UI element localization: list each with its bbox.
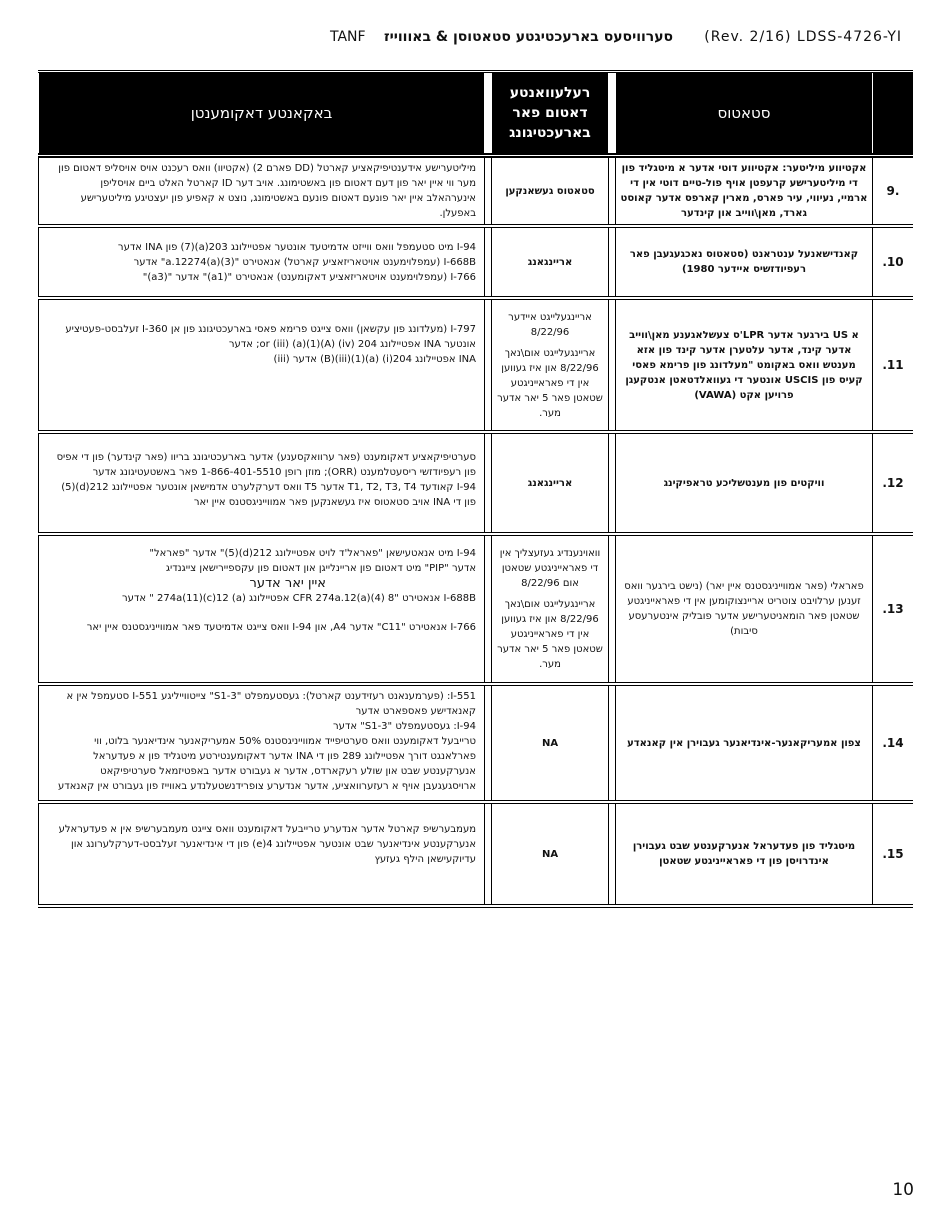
verification-line: אריינגעלייגט אום\נאך 8/22/96 און איז געווען אין די פאראייניגטע שטאטן פאר 5 יאר אדער מער. bbox=[497, 347, 603, 419]
doc-line: I-94: געסטעמפלט "S1-3" אדער bbox=[333, 721, 476, 732]
doc-line: I-797 (מעלדונג פון עקשאן) וואס צייגט פרימא פאסי בארעכטיגונג פון אן I-360 זעלבסט-פעטיציע bbox=[65, 324, 476, 335]
row-number: .12 bbox=[882, 476, 904, 490]
doc-line: מעמבערשיפ קארטל אדער אנדערע טרייבעל דאקומענט וואס צייגט מעמבערשיפ אין א פעדעראלע bbox=[58, 824, 476, 835]
doc-line: באפעלן. bbox=[439, 208, 476, 219]
row-number: .10 bbox=[882, 255, 904, 269]
table-row bbox=[38, 158, 913, 228]
doc-line: מיליטערישע אידענטיפיקאציע קארטל (DD פארם 2) (אקטיוו) וואס רעכנט אויס אויסליפ דאטום פון bbox=[58, 163, 476, 174]
table-row bbox=[38, 434, 913, 536]
verification-line: אריינגעלייגט אום\נאך 8/22/96 און איז געווען אין די פאראייניגטע שטאטן פאר 5 יאר אדער מער. bbox=[497, 599, 603, 670]
program-name: TANF bbox=[330, 29, 366, 45]
doc-line: קאנאדישע פאספארט אדער bbox=[355, 706, 476, 717]
row-number: .15 bbox=[882, 847, 904, 861]
verification-line: אריינגעלייגט איידער 8/22/96 bbox=[508, 311, 592, 338]
table-header-row bbox=[38, 73, 913, 158]
doc-line: I-688B אנאטירט "8 CFR 274a.12(a)(4) אפטיילונג 274a(11)(c)12 (a) " אדער bbox=[121, 593, 476, 604]
header-verification: רעלעוואנטע דאטום פאר בארעכטיגונג bbox=[491, 73, 609, 153]
doc-line: פארלאנגט דורך אפטיילונג 289 פון די INA אדער דאקומענטירטע מיטגליד פון א פעדעראל bbox=[93, 751, 476, 762]
row-documents bbox=[38, 300, 485, 430]
row-status: אקטיווע מיליטער: אקטיווע דוטי אדער א מיטגליד פון די מיליטערישע קרעפטן אויף פול-טיים דוטי אין די ארמיי, נעיווי, עיר פארס, מארין קארפס אדער קאוסט גארד, מאן\ווייב און קינדער bbox=[615, 158, 873, 224]
doc-line: פון רעפיודזשי ריסעטלמענט (ORR); מוזן רופן 1-866-401-5510 פאר באשטעטיגונג אדער bbox=[92, 467, 476, 478]
row-status: א US בירגער אדער LPR'ס צעשלאגענע מאן\ווייב אדער קינד, אדער עלטערן אדער קינד פון אזא מענטש וואס באקומט "מעלדונג פון פרימא פאסי קעיס פון USCIS אונטער די געוואלדטאטן אנטקעגן פרויען אקט (VAWA) bbox=[615, 300, 873, 430]
row-status: וויקטים פון מענטשליכע טראפיקינג bbox=[615, 434, 873, 532]
doc-line: פון די INA אויב סטאטוס איז געשאנקען פאר אמווייניגסטנס איין יאר bbox=[193, 497, 476, 508]
table-row bbox=[38, 536, 913, 686]
doc-line: אינערהאלב איין יאר פונעם דאטום פונעם באשטימונג, נוצט א קאפיע פון יעצטיגע מיליטערישע bbox=[80, 193, 476, 204]
row-number: .14 bbox=[882, 736, 904, 750]
doc-line: INA אפטיילונג 204(i) (a)(1)(iii)(B) אדער (iii) bbox=[273, 354, 476, 365]
row-verification: אריינגאנג bbox=[491, 434, 609, 532]
doc-line: I-668B (עמפלוימענט אויטאריזאציע קארטל) אנאטירט "a.12274(a)(3)" אדער bbox=[133, 257, 476, 268]
doc-line: מער ווי איין יאר פון דעם דאטום פון באשטימונג. אויב דער ID קארטל האלט ביים אויסליפן bbox=[100, 178, 476, 189]
doc-line: אנערקענטע שבט און שולע רעקארדס, אדער א געבורט אדער באפטיזמאל סערטיפיקאט bbox=[100, 766, 476, 777]
document-title bbox=[330, 29, 673, 45]
doc-line: אנערקענטע אינדיאנער שבט אונטער אפטיילונג 4(e) פון די אינדיאנער זעלבסט-דערקלערונג און bbox=[70, 839, 476, 850]
row-verification: NA bbox=[491, 686, 609, 800]
row-verification: NA bbox=[491, 804, 609, 904]
row-status: צפון אמעריקאנער-אינדיאנער געבוירן אין קאנאדע bbox=[615, 686, 873, 800]
header-status: סטאטוס bbox=[615, 73, 873, 153]
doc-line: אונטער INA אפטיילונג 204 (iv) or (iii) (a)(1)(A); אדער bbox=[228, 339, 476, 350]
row-status: פאראלי (פאר אמווייניגסטנס איין יאר) (נישט בירגער וואס זענען ערלויבט צוטריט אריינצוקומען אין די פאראייניגטע שטאטן פאר הומאניטערישע אדער פובליק אינטערעסע סיבות) bbox=[615, 536, 873, 682]
status-table bbox=[38, 70, 913, 908]
doc-line: I-94 קאודעד T1, T2, T3, T4 אדער T5 וואס דערקלערט אדמישאן אונטער אפטיילונג 212(d)(5) bbox=[61, 482, 476, 493]
title-text: סערוויסעס בארעכטיגטע סטאטוסן & באוווייז bbox=[384, 29, 674, 45]
table-row bbox=[38, 300, 913, 434]
doc-line: עדיוקעישאן הילף געזעץ bbox=[374, 854, 476, 865]
row-documents bbox=[38, 228, 485, 296]
row-documents bbox=[38, 686, 485, 800]
row-number: 9. bbox=[886, 184, 900, 198]
row-verification: סטאטוס געשאנקען bbox=[491, 158, 609, 224]
doc-line: I-94 מיט סטעמפל וואס ווייזט אדמיטעד אונטער אפטיילונג 203(a)(7) פון INA אדער bbox=[117, 242, 476, 253]
doc-line: ארויסגעגעבן אויף א רעזערוואציע, אדער אנדערע צופרידנשטעלנדע באווייז פון געבורט אין קאנאדע bbox=[58, 781, 476, 792]
form-number: (Rev. 2/16) LDSS-4726-YI bbox=[704, 29, 902, 45]
page-number: 10 bbox=[892, 1180, 914, 1200]
row-status: קאנדישאנעל ענטראנט (סטאטוס נאכגעגעבן פאר רעפיודזשיס איידער 1980) bbox=[615, 228, 873, 296]
row-documents bbox=[38, 434, 485, 532]
doc-line: I-766 (עמפלוימענט אויטאריזאציע דאקומענט) אנאטירט "(a1)" אדער "(a3)" bbox=[142, 272, 476, 283]
doc-line: טרייבעל דאקומענט וואס סערטיפייד אמווייניגסטנס 50% אמעריקאנער אינדיאנער בלוט, ווי bbox=[94, 736, 476, 747]
row-number: .13 bbox=[882, 602, 904, 616]
doc-line: אדער "PIP" מיט דאטום פון אריינלייגן און דאטום פון עקספיירישאן צייגנדיג bbox=[165, 563, 476, 574]
row-number: .11 bbox=[882, 358, 904, 372]
table-row bbox=[38, 228, 913, 300]
row-verification bbox=[491, 536, 609, 682]
doc-line: איין יאר אדער bbox=[249, 576, 326, 591]
doc-line: I-94 מיט אנאטעישאן "פאראל'ד לויט אפטיילונג 212(d)(5)" אדער "פאראל" bbox=[149, 548, 476, 559]
row-verification: אריינגאנג bbox=[491, 228, 609, 296]
doc-line: I-766 אנאטירט "C11" אדער A4, און I-94 וואס צייגט אדמיטעד פאר אמווייניגסטנס איין יאר bbox=[86, 622, 476, 633]
row-documents bbox=[38, 536, 485, 682]
header-number-cell bbox=[873, 73, 913, 153]
verification-line: וואוינענדיג געזעצליך אין די פאראייניגטע שטאטן אום 8/22/96 bbox=[499, 548, 601, 589]
doc-line: סערטיפיקאציע דאקומענט (פאר ערוואקסענע) אדער בארעכטיגונג בריוו (פאר קינדער) פון די אפיס bbox=[56, 452, 476, 463]
row-verification bbox=[491, 300, 609, 430]
page-header bbox=[40, 26, 910, 48]
doc-line: I-551: (פערמענאנט רעזידענט קארטל): געסטעמפלט "S1-3" צייטווייליגע I-551 סטעמפל אין א bbox=[66, 691, 476, 702]
table-row bbox=[38, 804, 913, 908]
row-documents bbox=[38, 158, 485, 224]
table-row bbox=[38, 686, 913, 804]
row-status: מיטגליד פון פעדעראל אנערקענטע שבט געבוירן אינדרויסן פון די פאראייניגטע שטאטן bbox=[615, 804, 873, 904]
row-documents bbox=[38, 804, 485, 904]
header-documents: באקאנטע דאקומענטן bbox=[38, 73, 485, 153]
